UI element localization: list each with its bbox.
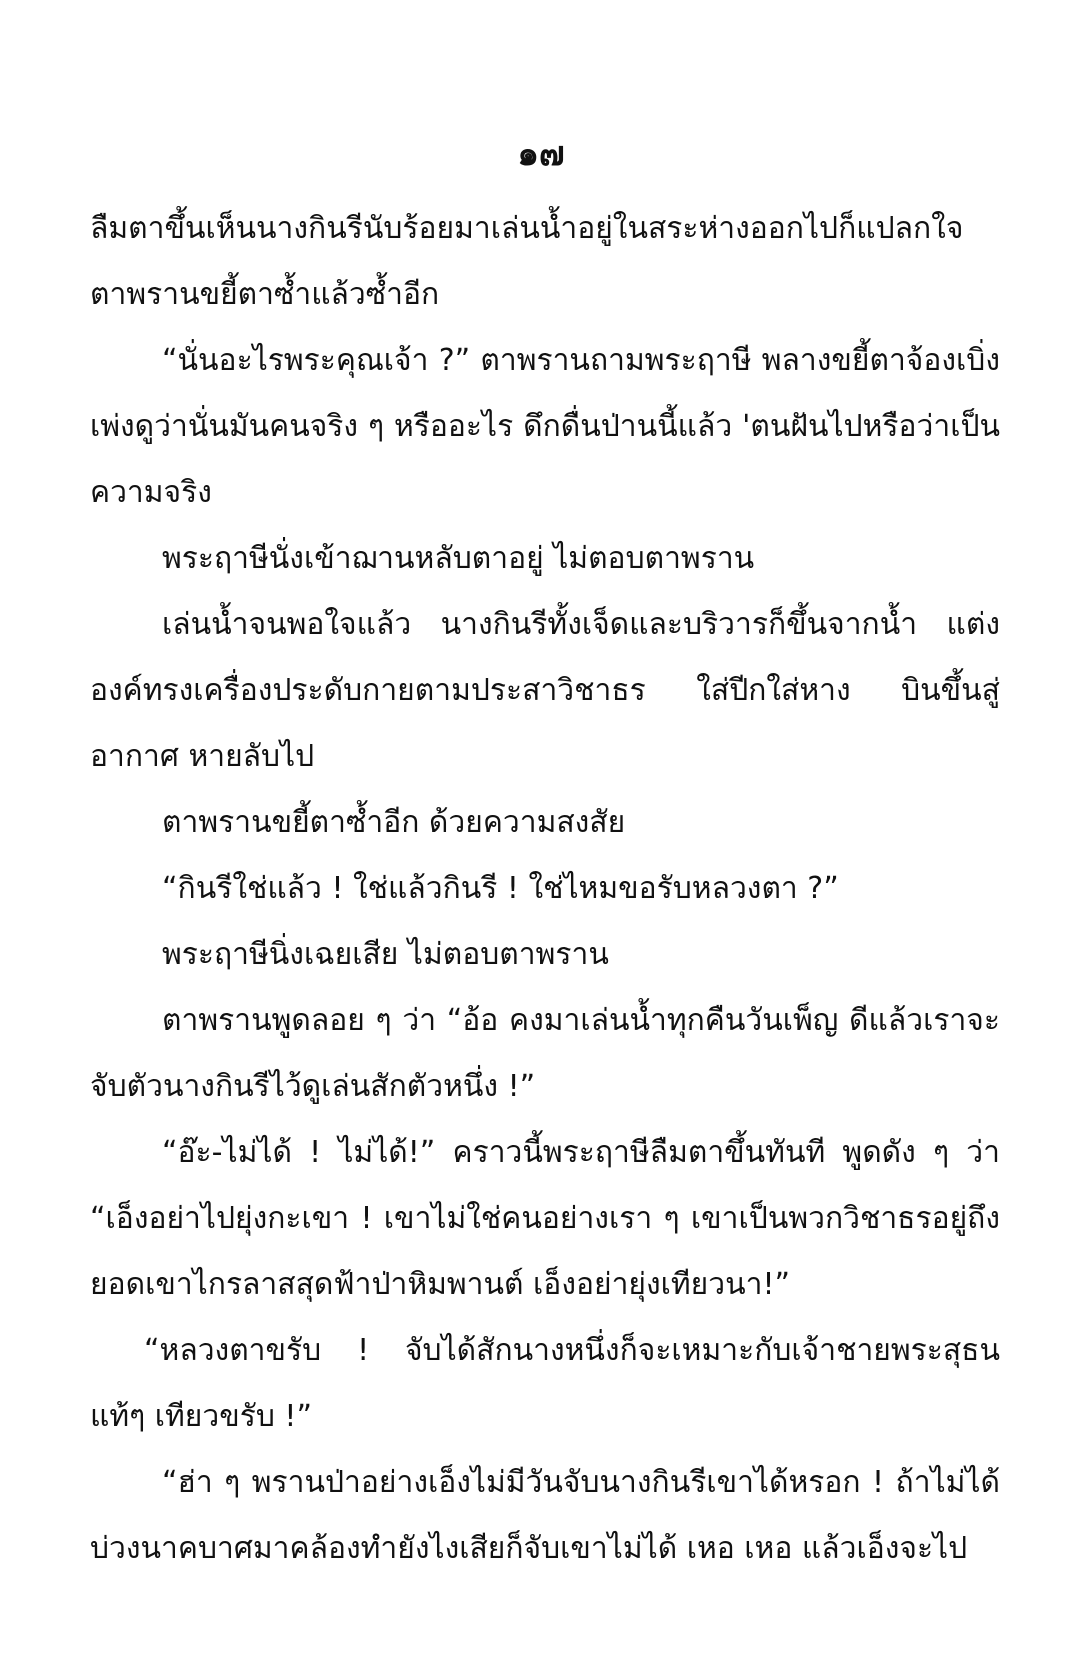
page-number: ๑๗ — [517, 134, 565, 174]
body-text — [90, 196, 1000, 1582]
paragraph: พระฤาษีนิ่งเฉยเสีย ไม่ตอบตาพราน — [162, 937, 609, 972]
paragraph: ลืมตาขึ้นเห็นนางกินรีนับร้อยมาเล่นน้ำอยู่ในสระห่างออกไปก็แปลกใจ ตาพรานขยี้ตาซ้ำแล้วซ้ำอีก — [90, 211, 964, 312]
paragraph: “กินรีใช่แล้ว ! ใช่แล้วกินรี ! ใช่ไหมขอรับหลวงตา ?” — [162, 871, 839, 906]
paragraph: ตาพรานขยี้ตาซ้ำอีก ด้วยความสงสัย — [162, 805, 626, 840]
paragraph: “นั่นอะไรพระคุณเจ้า ?” ตาพรานถามพระฤาษี พลางขยี้ตาจ้องเบิ่ง เพ่งดูว่านั่นมันคนจริง ๆ หรืออะไร ดึกดื่นป่านนี้แล้ว 'ตนฝันไปหรือว่าเป็นความจริง — [90, 343, 1000, 510]
paragraph: เล่นน้ำจนพอใจแล้ว นางกินรีทั้งเจ็ดและบริวารก็ขึ้นจากน้ำ แต่งองค์ทรงเครื่องประดับกายตามประสาวิชาธร ใส่ปีกใส่หาง บินขึ้นสู่อากาศ หายลับไป — [90, 607, 1000, 774]
paragraph: “หลวงตาขรับ ! จับได้สักนางหนึ่งก็จะเหมาะกับเจ้าชายพระสุธนแท้ๆ เทียวขรับ !” — [90, 1333, 1000, 1434]
paragraph: ตาพรานพูดลอย ๆ ว่า “อ้อ คงมาเล่นน้ำทุกคืนวันเพ็ญ ดีแล้วเราจะจับตัวนางกินรีไว้ดูเล่นสักตัวหนึ่ง !” — [90, 1003, 1000, 1104]
paragraph: พระฤาษีนั่งเข้าฌานหลับตาอยู่ ไม่ตอบตาพราน — [162, 541, 755, 576]
paragraph: “อ๊ะ-ไม่ได้ ! ไม่ได้!” คราวนี้พระฤาษีลืมตาขึ้นทันที พูดดัง ๆ ว่า “เอ็งอย่าไปยุ่งกะเขา ! เขาไม่ใช่คนอย่างเรา ๆ เขาเป็นพวกวิชาธรอยู่ถึงยอดเขาไกรลาสสุดฟ้าป่าหิมพานต์ เอ็งอย่ายุ่งเทียวนา!” — [90, 1135, 1000, 1302]
paragraph: “ฮ่า ๆ พรานป่าอย่างเอ็งไม่มีวันจับนางกินรีเขาได้หรอก ! ถ้าไม่ได้บ่วงนาคบาศมาคล้องทำยังไงเสียก็จับเขาไม่ได้ เหอ เหอ แล้วเอ็งจะไป — [90, 1465, 1000, 1566]
